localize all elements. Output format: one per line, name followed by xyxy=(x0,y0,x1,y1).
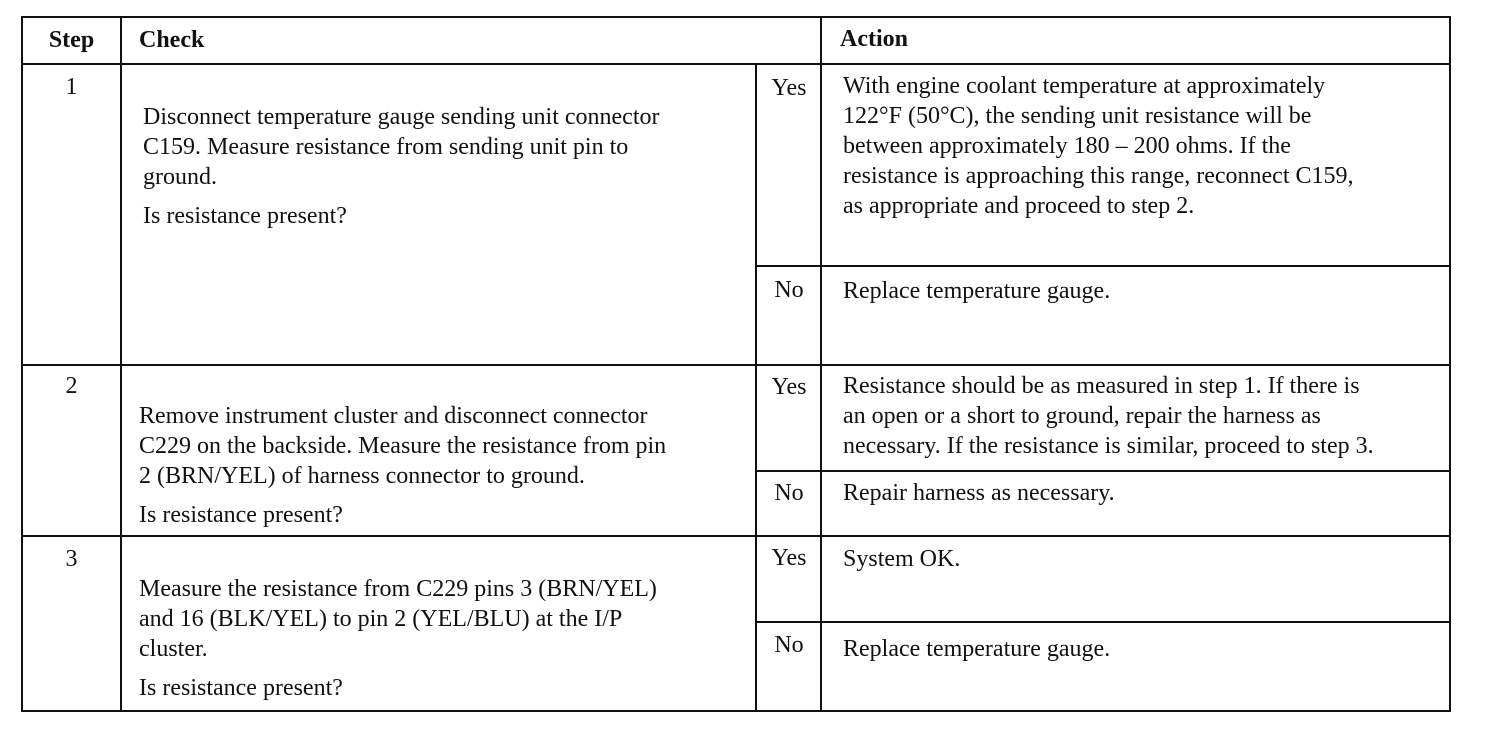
row3-question: Is resistance present? xyxy=(139,675,343,701)
row1-yes-action: With engine coolant temperature at approximately 122°F (50°C), the sending unit resistance will be between approximately 180 – 200 ohms. If the resistance is approaching this range, reconnect C159, as appropriate and proceed to step 2. xyxy=(843,73,1354,219)
row2-yes-action: Resistance should be as measured in step 1. If there is an open or a short to ground, repair the harness as necessary. If the resistance is similar, proceed to step 3. xyxy=(843,373,1374,459)
row3-no-label: No xyxy=(774,632,804,658)
row1-check-text: Disconnect temperature gauge sending unit connector C159. Measure resistance from sending unit pin to ground. xyxy=(143,104,660,190)
row1-question: Is resistance present? xyxy=(143,203,347,229)
header-check: Check xyxy=(139,27,205,53)
row3-check xyxy=(139,544,753,733)
check-action-divider xyxy=(820,16,822,712)
check-answer-divider xyxy=(755,63,757,712)
row2-yes-no-divider xyxy=(756,470,1451,472)
row3-no-action: Replace temperature gauge. xyxy=(843,636,1111,662)
row1-yes-label: Yes xyxy=(771,75,807,101)
header-action: Action xyxy=(840,26,908,52)
step-check-divider xyxy=(120,16,122,712)
header-divider xyxy=(21,63,1451,65)
row3-check-text: Measure the resistance from C229 pins 3 (BRN/YEL) and 16 (BLK/YEL) to pin 2 (YEL/BLU) at the I/P cluster. xyxy=(139,576,657,662)
row2-check-text: Remove instrument cluster and disconnect connector C229 on the backside. Measure the resistance from pin 2 (BRN/YEL) of harness connector to ground. xyxy=(139,403,667,489)
row2-yes-label: Yes xyxy=(771,374,807,400)
header-step: Step xyxy=(48,27,95,53)
row2-question: Is resistance present? xyxy=(139,502,343,528)
row1-yes-no-divider xyxy=(756,265,1451,267)
row1-check xyxy=(143,72,753,261)
row3-yes-label: Yes xyxy=(771,545,807,571)
row1-divider xyxy=(21,364,1451,366)
row3-yes-action: System OK. xyxy=(843,546,961,572)
row3-step: 3 xyxy=(65,546,78,572)
row2-check xyxy=(139,371,753,560)
row2-step: 2 xyxy=(65,373,78,399)
row1-no-label: No xyxy=(774,277,804,303)
row1-step: 1 xyxy=(65,74,78,100)
row1-no-action: Replace temperature gauge. xyxy=(843,278,1111,304)
row3-yes-no-divider xyxy=(756,621,1451,623)
row2-no-action: Repair harness as necessary. xyxy=(843,480,1115,506)
row2-no-label: No xyxy=(774,480,804,506)
